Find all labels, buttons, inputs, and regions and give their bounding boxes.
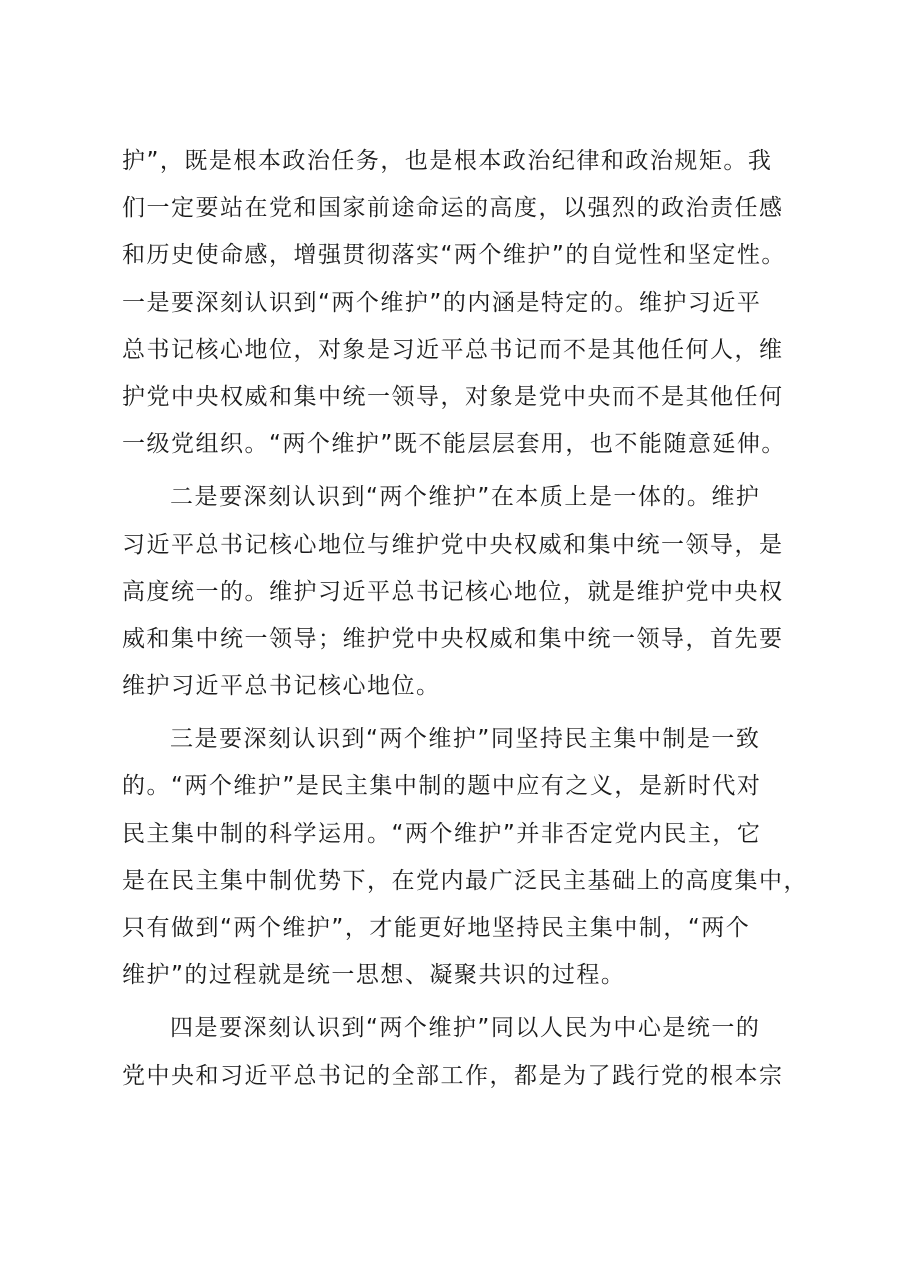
text-line: 是在民主集中制优势下，在党内最广泛民主基础上的高度集中， bbox=[122, 867, 808, 894]
text-line: 二是要深刻认识到“两个维护”在本质上是一体的。维护 bbox=[170, 484, 761, 511]
text-line: 护”，既是根本政治任务，也是根本政治纪律和政治规矩。我 bbox=[122, 148, 773, 174]
text-line: 高度统一的。维护习近平总书记核心地位，就是维护党中央权 bbox=[122, 578, 784, 605]
text-line: 护党中央权威和集中统一领导，对象是党中央而不是其他任何 bbox=[122, 383, 784, 410]
text-line: 一级党组织。“两个维护”既不能层层套用，也不能随意延伸。 bbox=[122, 431, 786, 458]
text-line: 四是要深刻认识到“两个维护”同以人民为中心是统一的 bbox=[170, 1015, 761, 1042]
paragraph-2 bbox=[122, 474, 798, 710]
text-line: 维护习近平总书记核心地位。 bbox=[122, 673, 441, 700]
text-line: 一是要深刻认识到“两个维护”的内涵是特定的。维护习近平 bbox=[122, 289, 762, 316]
text-line: 只有做到“两个维护”，才能更好地坚持民主集中制，“两个 bbox=[122, 915, 751, 941]
text-line: 三是要深刻认识到“两个维护”同坚持民主集中制是一致 bbox=[170, 726, 761, 753]
text-line: 们一定要站在党和国家前途命运的高度，以强烈的政治责任感 bbox=[122, 195, 784, 222]
text-line: 民主集中制的科学运用。“两个维护”并非否定党内民主，它 bbox=[122, 820, 762, 847]
text-line: 总书记核心地位，对象是习近平总书记而不是其他任何人，维 bbox=[122, 336, 784, 363]
paragraph-4 bbox=[122, 1005, 798, 1099]
text-line: 和历史使命感，增强贯彻落实“两个维护”的自觉性和坚定性。 bbox=[122, 242, 786, 269]
document-body bbox=[122, 138, 808, 1100]
text-line: 党中央和习近平总书记的全部工作，都是为了践行党的根本宗 bbox=[122, 1062, 784, 1089]
text-line: 维护”的过程就是统一思想、凝聚共识的过程。 bbox=[122, 962, 626, 989]
paragraph-3 bbox=[122, 716, 808, 999]
paragraph-1 bbox=[122, 138, 798, 468]
text-line: 威和集中统一领导；维护党中央权威和集中统一领导，首先要 bbox=[122, 625, 784, 652]
text-line: 习近平总书记核心地位与维护党中央权威和集中统一领导，是 bbox=[122, 531, 784, 558]
text-line: 的。“两个维护”是民主集中制的题中应有之义，是新时代对 bbox=[122, 773, 762, 800]
